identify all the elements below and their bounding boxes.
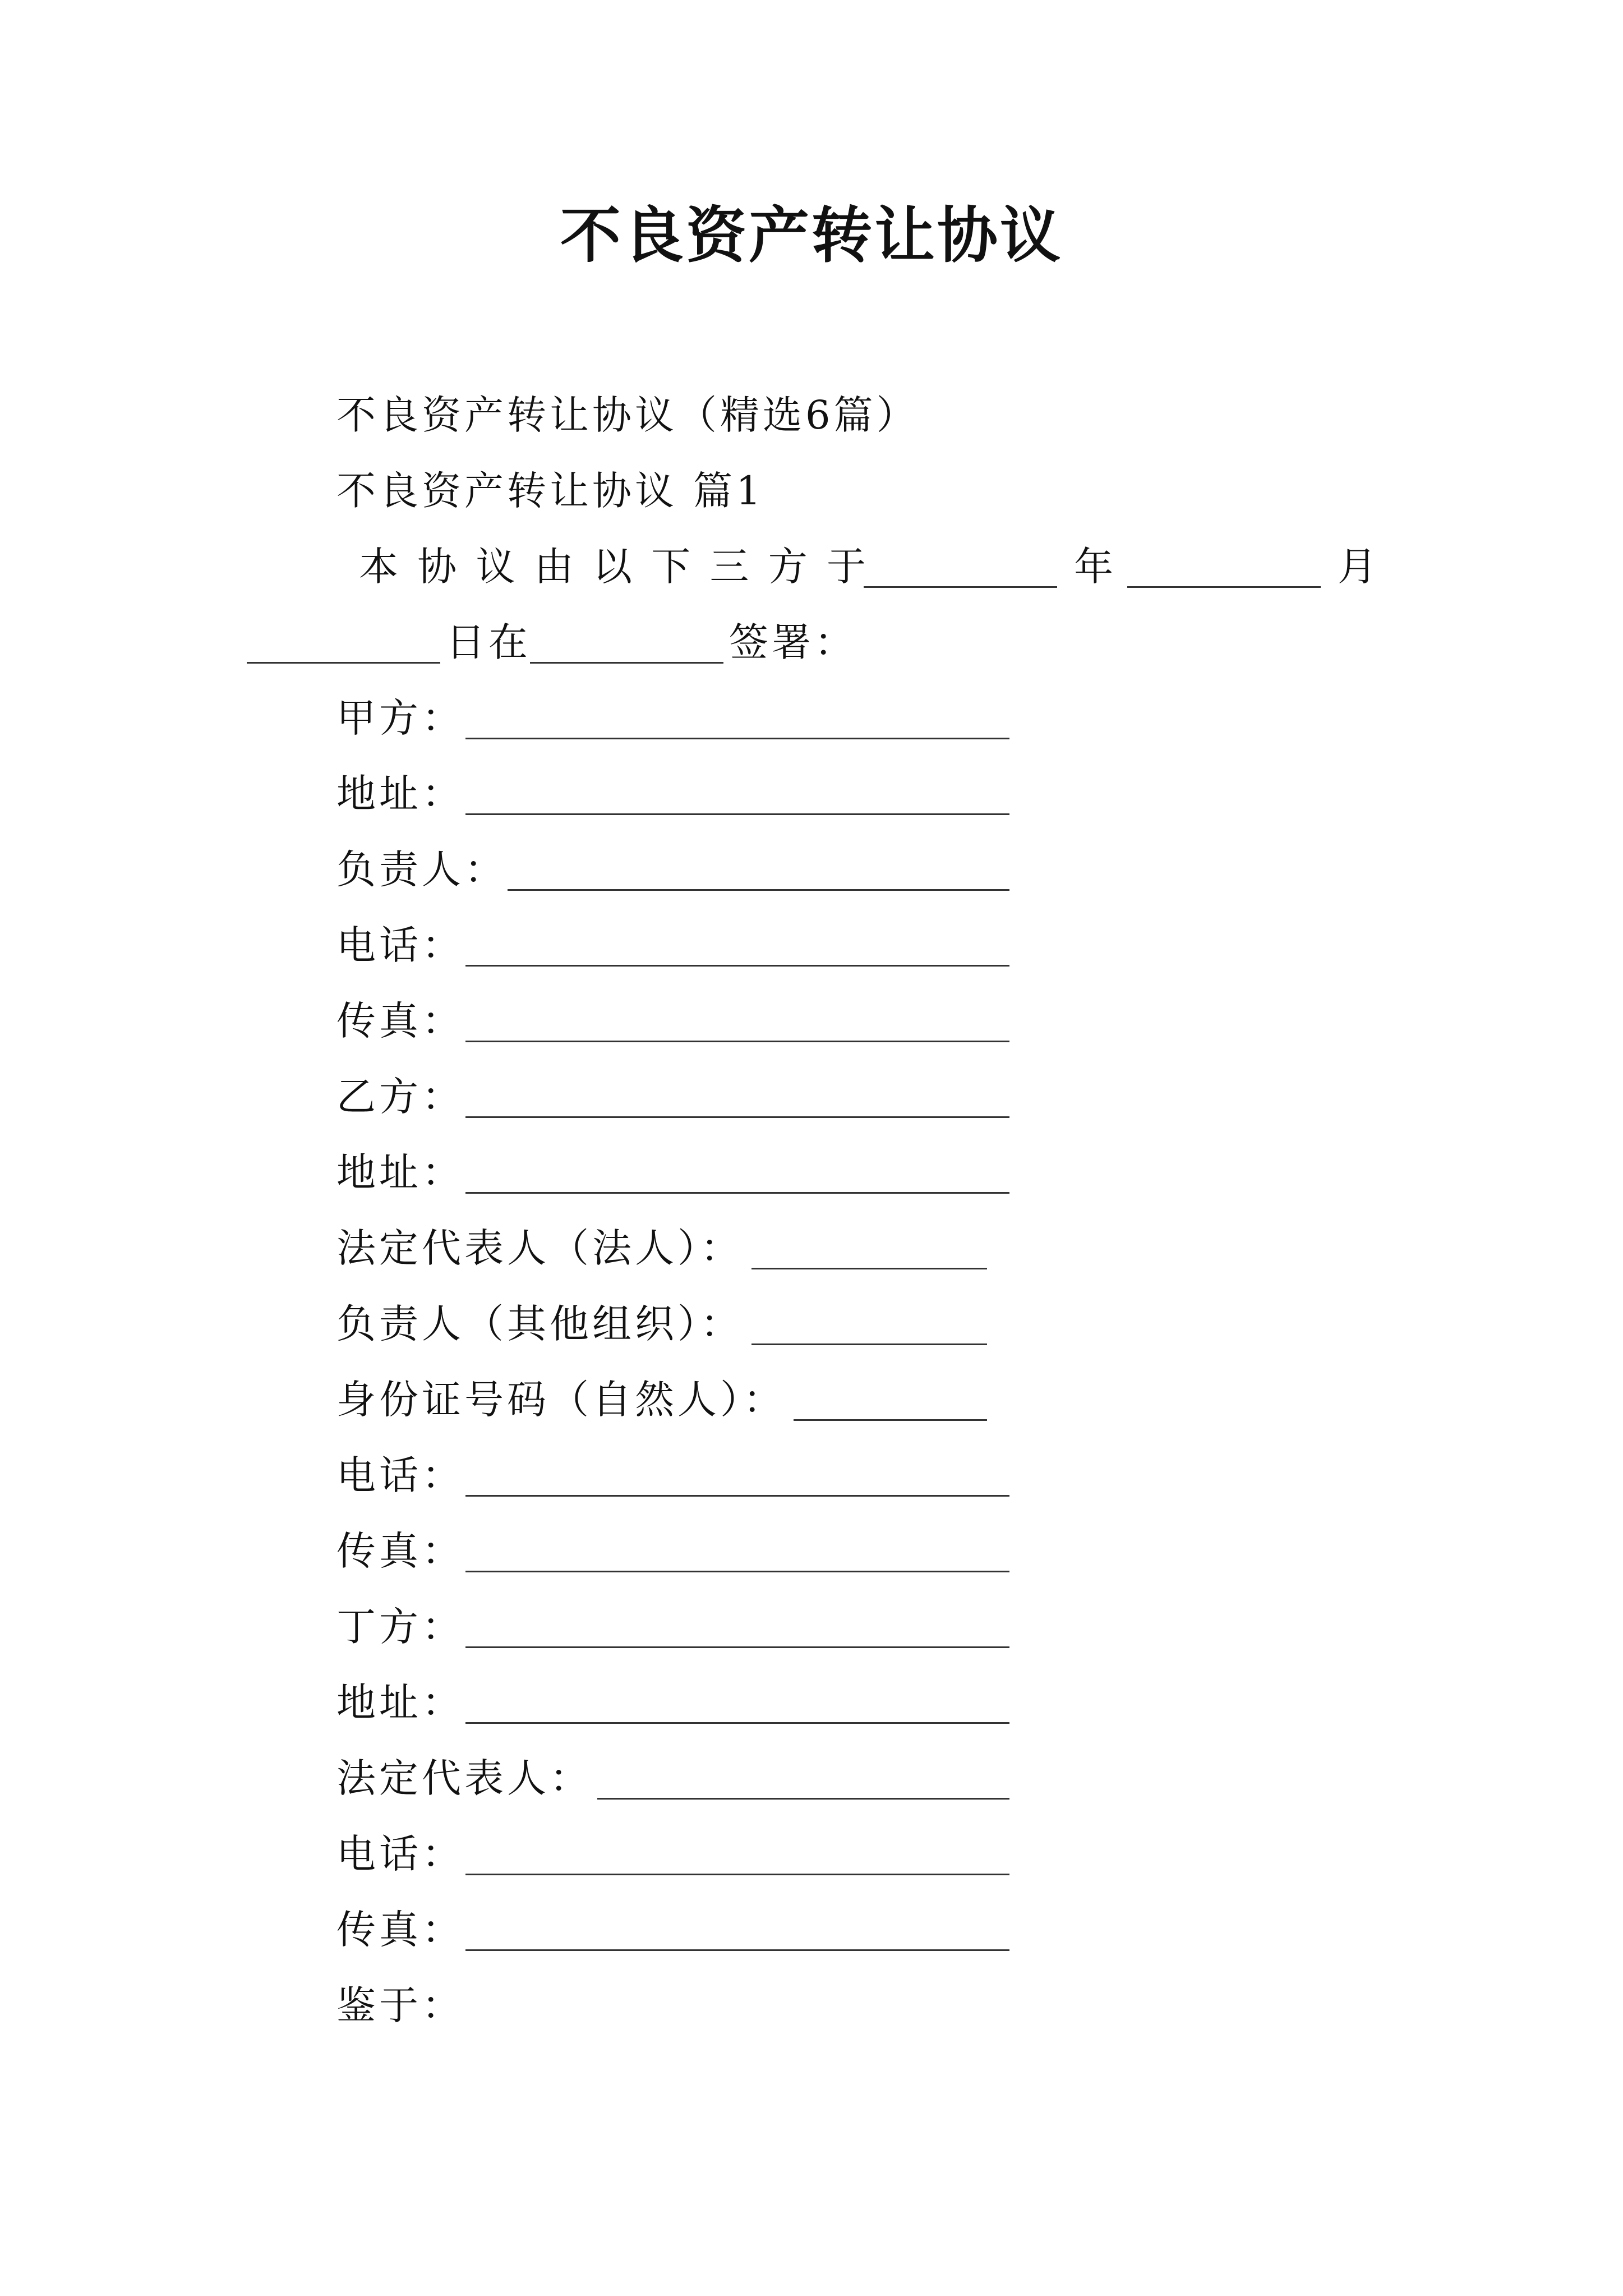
fax-blank[interactable] <box>465 1571 1009 1572</box>
address-label: 地址： <box>336 771 464 817</box>
person-in-charge-label: 负责人： <box>336 846 507 892</box>
fax-blank[interactable] <box>465 1949 1009 1951</box>
party-b-blank[interactable] <box>465 1116 1009 1118</box>
legal-rep-corporate-label: 法定代表人（法人）： <box>336 1225 743 1271</box>
legal-rep-label: 法定代表人： <box>336 1755 592 1801</box>
legal-rep-corporate-blank[interactable] <box>751 1268 987 1269</box>
fax-label: 传真： <box>336 1528 464 1574</box>
address-blank[interactable] <box>465 1192 1009 1194</box>
month-blank[interactable] <box>1127 586 1321 588</box>
phone-label: 电话： <box>336 922 464 968</box>
year-label: 年 <box>1074 544 1117 590</box>
day-label: 日在 <box>446 619 531 665</box>
fax-label: 传真： <box>336 1907 464 1953</box>
id-number-blank[interactable] <box>794 1419 987 1421</box>
party-b-label: 乙方： <box>336 1074 464 1120</box>
id-number-label: 身份证号码（自然人）： <box>336 1377 786 1423</box>
subtitle: 不良资产转让协议（精选6篇） <box>336 392 919 438</box>
phone-blank[interactable] <box>465 1495 1009 1497</box>
month-label: 月 <box>1338 544 1380 590</box>
section-heading: 不良资产转让协议 篇1 <box>336 468 764 514</box>
year-blank[interactable] <box>864 586 1057 588</box>
fax-label: 传真： <box>336 998 464 1044</box>
address-label: 地址： <box>336 1149 464 1195</box>
phone-label: 电话： <box>336 1452 464 1498</box>
fax-blank[interactable] <box>465 1041 1009 1042</box>
address-blank[interactable] <box>465 813 1009 815</box>
party-d-blank[interactable] <box>465 1646 1009 1648</box>
day-blank[interactable] <box>247 662 440 664</box>
person-in-charge-other-blank[interactable] <box>751 1343 987 1345</box>
person-in-charge-blank[interactable] <box>508 889 1009 891</box>
party-a-label: 甲方： <box>336 695 464 741</box>
legal-rep-blank[interactable] <box>597 1798 1009 1800</box>
whereas-label: 鉴于： <box>336 1982 464 2028</box>
intro-text: 本 协 议 由 以 下 三 方 于 <box>359 544 870 590</box>
place-blank[interactable] <box>530 662 723 664</box>
phone-label: 电话： <box>336 1831 464 1877</box>
document-title: 不良资产转让协议 <box>560 200 1063 271</box>
party-d-label: 丁方： <box>336 1604 464 1650</box>
signed-label: 签署： <box>729 619 857 665</box>
address-label: 地址： <box>336 1680 464 1726</box>
person-in-charge-other-label: 负责人（其他组织）： <box>336 1301 743 1347</box>
phone-blank[interactable] <box>465 1874 1009 1875</box>
address-blank[interactable] <box>465 1722 1009 1724</box>
party-a-blank[interactable] <box>465 738 1009 739</box>
phone-blank[interactable] <box>465 965 1009 967</box>
